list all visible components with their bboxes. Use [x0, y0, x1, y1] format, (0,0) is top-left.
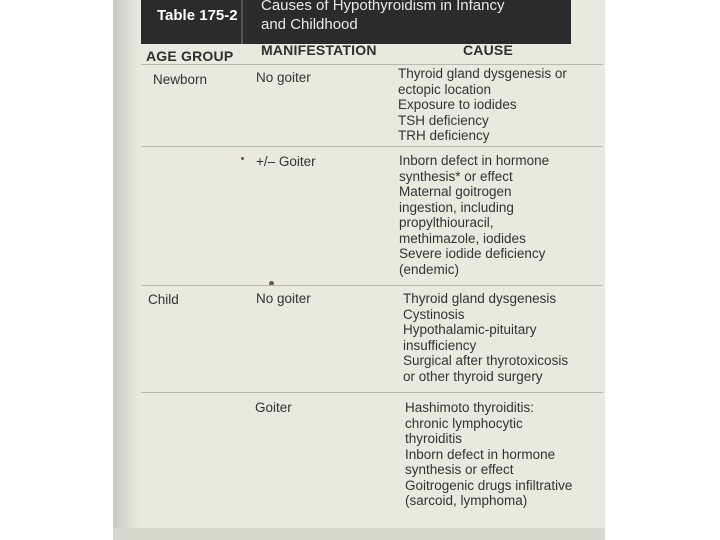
row-divider [141, 146, 603, 147]
table-title [261, 0, 504, 34]
table-title-line1: Causes of Hypothyroidism in Infancy [261, 0, 505, 14]
column-header-cause: CAUSE [463, 42, 514, 58]
cause-item: synthesis* or effect [399, 168, 513, 184]
cause-item: insufficiency [403, 337, 477, 353]
column-header-age-group: AGE GROUP [146, 48, 234, 64]
row3-manifestation: No goiter [256, 291, 311, 306]
header-rule-line [141, 64, 603, 65]
table-title-line2: and Childhood [261, 16, 358, 33]
cause-item: Maternal goitrogen [399, 184, 512, 199]
cause-item: Thyroid gland dysgenesis or [398, 66, 567, 81]
book-page [113, 0, 605, 540]
row1-causes [398, 66, 567, 144]
cause-item: (sarcoid, lymphoma) [405, 493, 528, 508]
cause-item: propylthiouracil, [399, 215, 494, 230]
cause-item: chronic lymphocytic [405, 415, 523, 431]
cause-item: Severe iodide deficiency [399, 246, 546, 261]
table-label: Table 175-2 [157, 7, 238, 24]
row2-causes [399, 153, 549, 277]
cause-item: Surgical after thyrotoxicosis [403, 353, 569, 368]
row-divider [141, 285, 603, 286]
cause-item: Goitrogenic drugs infiltrative [405, 477, 573, 493]
table-header-bar [141, 0, 571, 44]
row4-manifestation: Goiter [255, 400, 292, 415]
row-divider [141, 392, 603, 393]
cause-item: Thyroid gland dysgenesis [403, 291, 557, 306]
cause-item: Cystinosis [403, 306, 465, 322]
cause-item: ingestion, including [399, 199, 514, 215]
row3-age: Child [148, 292, 179, 307]
print-speck [241, 157, 244, 160]
cause-item: synthesis or effect [405, 462, 514, 477]
cause-item: (endemic) [399, 261, 460, 277]
cause-item: Hypothalamic-pituitary [403, 322, 537, 337]
cause-item: TSH deficiency [398, 112, 489, 128]
cause-item: methimazole, iodides [399, 230, 526, 246]
page-binding-shadow [113, 0, 139, 540]
cause-item: Exposure to iodides [398, 97, 517, 112]
cause-item: or other thyroid surgery [403, 368, 543, 384]
row1-age: Newborn [153, 72, 208, 87]
page-bottom-edge [113, 528, 605, 540]
cause-item: TRH deficiency [398, 128, 490, 143]
cause-item: Inborn defect in hormone [399, 153, 550, 168]
column-header-manifestation: MANIFESTATION [261, 42, 377, 58]
row2-manifestation: +/– Goiter [256, 154, 316, 169]
cause-item: Hashimoto thyroiditis: [405, 400, 535, 415]
cause-item: thyroiditis [405, 431, 463, 446]
row4-causes [405, 400, 572, 509]
cause-item: Inborn defect in hormone [405, 446, 556, 462]
row1-manifestation: No goiter [256, 70, 311, 85]
row3-causes [403, 291, 568, 384]
cause-item: ectopic location [398, 81, 492, 97]
header-divider [241, 0, 243, 44]
